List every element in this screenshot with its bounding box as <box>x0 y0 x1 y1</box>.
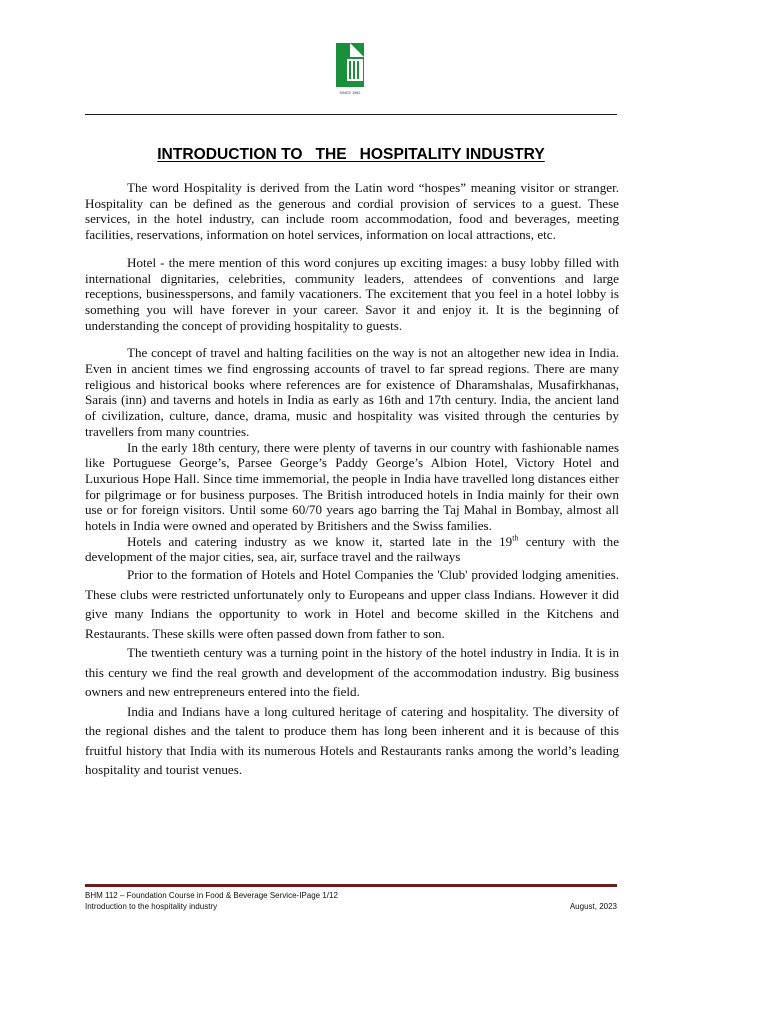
paragraph: The twentieth century was a turning point in the history of the hotel industry in India. It is in this century we find the real growth and development of the accommodation industry. Big business owners and new entrepreneurs entered into the field. <box>85 645 619 700</box>
footer-row <box>85 890 617 901</box>
paragraph: Hotel - the mere mention of this word conjures up exciting images: a busy lobby filled with international dignitaries, celebrities, community leaders, attendees of conventions and large receptions, businesspersons, and family vacationers. The excitement that you feel in a hotel lobby is something you will have forever in your career. Savor it and enjoy it. It is the beginning of understanding the concept of providing hospitality to guests. <box>85 254 619 333</box>
footer-date: August, 2023 <box>569 902 617 911</box>
paragraph-text: Hotels and catering industry as we know it, started late in the 19 <box>127 533 513 549</box>
header-divider <box>85 114 617 115</box>
footer-course: BHM 112 – Foundation Course in Food & Beverage Service-IPage 1/12 <box>85 891 338 900</box>
paragraph-text: century with the development of the major cities, sea, air, surface travel and the railways <box>85 533 620 565</box>
paragraph: In the early 18th century, there were plenty of taverns in our country with fashionable names like Portuguese George’s, Parsee George’s Paddy George’s Albion Hotel, Victory Hotel and Luxurious Hope Hall. Since time immemorial, the people in India have travelled long distances either for pilgrimage or for business purposes. The British introduced hotels in India mainly for their own use or for foreign visitors. Until some 60/70 years ago barring the Taj Mahal in Bombay, almost all hotels in India were owned and operated by Britishers and the Swiss families. <box>85 439 619 534</box>
footer-chapter: Introduction to the hospitality industry <box>85 902 218 911</box>
paragraph <box>85 534 619 565</box>
page-title: INTRODUCTION TO THE HOSPITALITY INDUSTRY <box>157 146 545 163</box>
institute-logo-icon <box>334 43 366 99</box>
body-text <box>85 180 619 780</box>
paragraph: India and Indians have a long cultured heritage of catering and hospitality. The diversity of the regional dishes and the talent to produce them has long been inherent and it is because of this fruitful history that India with its numerous Hotels and Restaurants ranks among the world’s leading hospitality and tourist venues. <box>85 703 619 778</box>
paragraph: The word Hospitality is derived from the Latin word “hospes” meaning visitor or stranger. Hospitality can be defined as the generous and cordial provision of services to a guest. These services, in the hotel industry, can include room accommodation, food and beverages, meeting facilities, reservations, information on hotel services, information on local attractions, etc. <box>85 180 619 243</box>
logo-graphic <box>334 43 366 89</box>
footer-row <box>85 901 617 912</box>
footer-divider <box>85 884 617 887</box>
paragraph: Prior to the formation of Hotels and Hotel Companies the 'Club' provided lodging amenities. These clubs were restricted unfortunately only to Europeans and upper class Indians. However it did give many Indians the opportunity to work in Hotel and become skilled in the Kitchens and Restaurants. These skills were often passed down from father to son. <box>85 567 619 641</box>
paragraph: The concept of travel and halting facilities on the way is not an altogether new idea in India. Even in ancient times we find engrossing accounts of travel to far spread regions. There are many religious and historical books where references are for existence of Dharamshalas, Musafirkhanas, Sarais (inn) and taverns and hotels in India as early as 16th and 17th century. India, the ancient land of civilization, culture, dance, drama, music and hospitality was visited through the centuries by travellers from many countries. <box>85 345 619 439</box>
superscript: th <box>512 533 519 543</box>
logo-caption: SINCE 1982 <box>339 91 361 95</box>
page-footer <box>85 890 617 912</box>
